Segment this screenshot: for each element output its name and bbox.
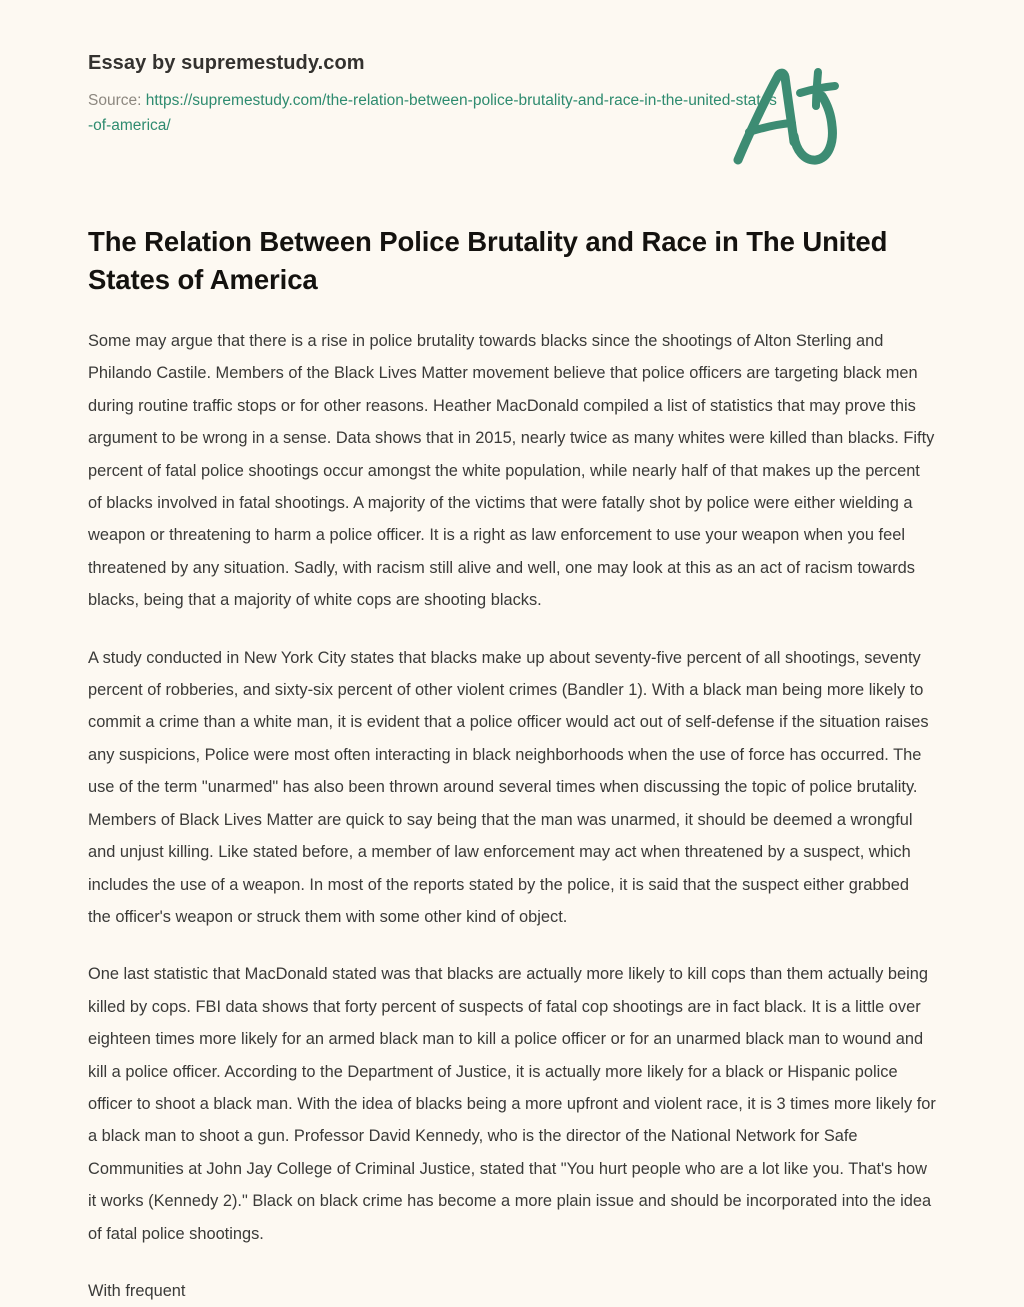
page-title: The Relation Between Police Brutality and Race in The United States of America — [88, 226, 888, 295]
document-header — [88, 0, 936, 138]
source-url-link[interactable]: https://supremestudy.com/the-relation-between-police-brutality-and-race-in-the-united-states-of-america/ — [88, 92, 777, 134]
article-body — [88, 299, 936, 1307]
source-label: Source: — [88, 92, 146, 109]
essay-byline: Essay by supremestudy.com — [88, 52, 365, 74]
paragraph: A study conducted in New York City states that blacks make up about seventy-five percent of all shootings, seventy percent of robberies, and sixty-six percent of other violent crimes (Bandler 1). With a black man being more likely to commit a crime than a white man, it is evident that a police officer would act out of self-defense if the situation raises any suspicions, Police were most often interacting in black neighborhoods when the use of force has occurred. The use of the term "unarmed" has also been thrown around several times when discussing the topic of police brutality. Members of Black Lives Matter are quick to say being that the man was unarmed, it should be deemed a wrongful and unjust killing. Like stated before, a member of law enforcement may act when threatened by a suspect, which includes the use of a weapon. In most of the reports stated by the police, it is said that the suspect either grabbed the officer's weapon or struck them with some other kind of object. — [88, 648, 929, 926]
paragraph: With frequent — [88, 1281, 186, 1300]
paragraph: One last statistic that MacDonald stated was that blacks are actually more likely to kill cops than them actually being killed by cops. FBI data shows that forty percent of suspects of fatal cop shootings are in fact black. It is a little over eighteen times more likely for an armed black man to kill a police officer or for an unarmed black man to wound and kill a police officer. According to the Department of Justice, it is actually more likely for a black or Hispanic police officer to shoot a black man. With the idea of blacks being a more upfront and violent race, it is 3 times more likely for a black man to shoot a gun. Professor David Kennedy, who is the director of the National Network for Safe Communities at John Jay College of Criminal Justice, stated that "You hurt people who are a lot like you. That's how it works (Kennedy 2)." Black on black crime has become a more plain issue and should be incorporated into the idea of fatal police shootings. — [88, 965, 936, 1243]
source-line — [88, 88, 778, 138]
paragraph: Some may argue that there is a rise in police brutality towards blacks since the shootings of Alton Sterling and Philando Castile. Members of the Black Lives Matter movement believe that police officers are targeting black men during routine traffic stops or for other reasons. Heather MacDonald compiled a list of statistics that may prove this argument to be wrong in a sense. Data shows that in 2015, nearly twice as many whites were killed than blacks. Fifty percent of fatal police shootings occur amongst the white population, while nearly half of that makes up the percent of blacks involved in fatal shootings. A majority of the victims that were fatally shot by police were either wielding a weapon or threatening to harm a police officer. It is a right as law enforcement to use your weapon when you feel threatened by any situation. Sadly, with racism still alive and well, one may look at this as an act of racism towards blacks, being that a majority of white cops are shooting blacks. — [88, 332, 935, 610]
a-plus-logo-icon — [730, 66, 848, 170]
